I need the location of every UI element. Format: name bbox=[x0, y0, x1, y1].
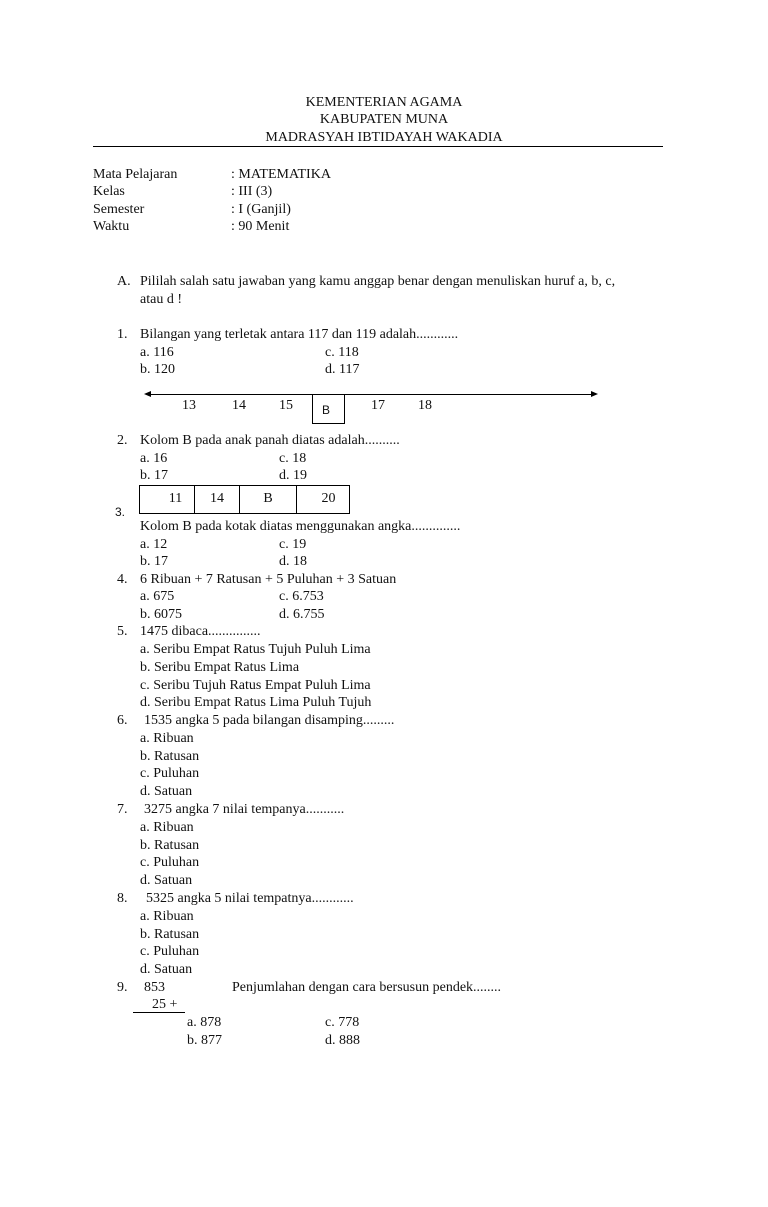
number-box-value: 20 bbox=[321, 491, 336, 506]
q5-option-b: b. Seribu Empat Ratus Lima bbox=[140, 660, 300, 675]
info-label-time: Waktu bbox=[93, 219, 130, 234]
q4-option-c: c. 6.753 bbox=[279, 589, 324, 604]
section-instruction: Pililah salah satu jawaban yang kamu anggap benar dengan menuliskan huruf a, b, c, bbox=[140, 274, 616, 289]
number-line-label: 13 bbox=[182, 398, 196, 413]
q1-number: 1. bbox=[117, 327, 128, 342]
q2-option-b: b. 17 bbox=[140, 468, 168, 483]
q1-option-a: a. 116 bbox=[140, 345, 174, 360]
q1-option-c: c. 118 bbox=[325, 345, 359, 360]
section-instruction-cont: atau d ! bbox=[140, 292, 182, 307]
q8-option-c: c. Puluhan bbox=[140, 944, 200, 959]
q9-number: 9. bbox=[117, 980, 128, 995]
header-divider bbox=[93, 146, 663, 147]
q8-option-b: b. Ratusan bbox=[140, 927, 200, 942]
q6-option-d: d. Satuan bbox=[140, 784, 193, 799]
arrow-left-icon bbox=[144, 391, 151, 397]
number-line-axis bbox=[150, 394, 592, 395]
number-box bbox=[296, 485, 350, 513]
q5-option-a: a. Seribu Empat Ratus Tujuh Puluh Lima bbox=[140, 642, 371, 657]
q7-number: 7. bbox=[117, 802, 128, 817]
q8-text: 5325 angka 5 nilai tempatnya............ bbox=[146, 891, 354, 906]
q9-addend: 25 + bbox=[152, 997, 178, 1012]
q9-option-a: a. 878 bbox=[187, 1015, 222, 1030]
q5-number: 5. bbox=[117, 624, 128, 639]
q3-option-d: d. 18 bbox=[279, 554, 307, 569]
q2-number: 2. bbox=[117, 433, 128, 448]
header-district: KABUPATEN MUNA bbox=[319, 112, 449, 127]
info-value-class: : III (3) bbox=[231, 184, 273, 199]
info-label-subject: Mata Pelajaran bbox=[93, 167, 178, 182]
q1-option-d: d. 117 bbox=[325, 362, 360, 377]
number-line-blank-label: B bbox=[322, 403, 331, 417]
q9-option-b: b. 877 bbox=[187, 1033, 222, 1048]
info-label-semester: Semester bbox=[93, 202, 145, 217]
arrow-right-icon bbox=[591, 391, 598, 397]
info-value-time: : 90 Menit bbox=[231, 219, 290, 234]
number-line-label: 17 bbox=[371, 398, 385, 413]
info-value-subject: : MATEMATIKA bbox=[231, 167, 331, 182]
q5-option-c: c. Seribu Tujuh Ratus Empat Puluh Lima bbox=[140, 678, 371, 693]
q7-option-a: a. Ribuan bbox=[140, 820, 194, 835]
q9-option-c: c. 778 bbox=[325, 1015, 360, 1030]
number-box bbox=[239, 485, 296, 513]
number-box bbox=[194, 485, 239, 513]
q9-option-d: d. 888 bbox=[325, 1033, 360, 1048]
header-ministry: KEMENTERIAN AGAMA bbox=[305, 95, 463, 110]
number-line-label: 15 bbox=[279, 398, 293, 413]
q3-option-a: a. 12 bbox=[140, 537, 168, 552]
q6-text: 1535 angka 5 pada bilangan disamping......... bbox=[144, 713, 395, 728]
info-value-semester: : I (Ganjil) bbox=[231, 202, 291, 217]
q4-text: 6 Ribuan + 7 Ratusan + 5 Puluhan + 3 Satuan bbox=[140, 572, 397, 587]
q6-option-c: c. Puluhan bbox=[140, 766, 200, 781]
q7-text: 3275 angka 7 nilai tempanya........... bbox=[144, 802, 345, 817]
q2-option-d: d. 19 bbox=[279, 468, 307, 483]
q4-option-d: d. 6.755 bbox=[279, 607, 325, 622]
q9-sum-line bbox=[133, 1012, 185, 1013]
q6-number: 6. bbox=[117, 713, 128, 728]
q8-option-d: d. Satuan bbox=[140, 962, 193, 977]
q6-option-a: a. Ribuan bbox=[140, 731, 194, 746]
q9-top-number: 853 bbox=[144, 980, 165, 995]
section-letter: A. bbox=[117, 274, 131, 289]
q2-text: Kolom B pada anak panah diatas adalah.......... bbox=[140, 433, 400, 448]
header-school: MADRASYAH IBTIDAYAH WAKADIA bbox=[265, 130, 503, 145]
q4-number: 4. bbox=[117, 572, 128, 587]
q1-text: Bilangan yang terletak antara 117 dan 119 adalah............ bbox=[140, 327, 459, 342]
q5-option-d: d. Seribu Empat Ratus Lima Puluh Tujuh bbox=[140, 695, 372, 710]
q8-option-a: a. Ribuan bbox=[140, 909, 194, 924]
q4-option-a: a. 675 bbox=[140, 589, 175, 604]
q9-text: Penjumlahan dengan cara bersusun pendek........ bbox=[232, 980, 502, 995]
q3-text: Kolom B pada kotak diatas menggunakan angka.............. bbox=[140, 519, 461, 534]
q8-number: 8. bbox=[117, 891, 128, 906]
number-box-value: 14 bbox=[210, 491, 224, 506]
number-box bbox=[139, 485, 194, 513]
number-box-value: 11 bbox=[168, 491, 183, 506]
q2-option-c: c. 18 bbox=[279, 451, 307, 466]
q3-number: 3. bbox=[115, 505, 126, 519]
number-box-value: B bbox=[263, 491, 273, 506]
q2-option-a: a. 16 bbox=[140, 451, 168, 466]
q3-option-b: b. 17 bbox=[140, 554, 168, 569]
q7-option-c: c. Puluhan bbox=[140, 855, 200, 870]
q1-option-b: b. 120 bbox=[140, 362, 175, 377]
q4-option-b: b. 6075 bbox=[140, 607, 182, 622]
number-line-label: 18 bbox=[418, 398, 432, 413]
q5-text: 1475 dibaca............... bbox=[140, 624, 261, 639]
number-line-label: 14 bbox=[232, 398, 246, 413]
q7-option-b: b. Ratusan bbox=[140, 838, 200, 853]
q7-option-d: d. Satuan bbox=[140, 873, 193, 888]
q3-option-c: c. 19 bbox=[279, 537, 307, 552]
info-label-class: Kelas bbox=[93, 184, 125, 199]
q6-option-b: b. Ratusan bbox=[140, 749, 200, 764]
